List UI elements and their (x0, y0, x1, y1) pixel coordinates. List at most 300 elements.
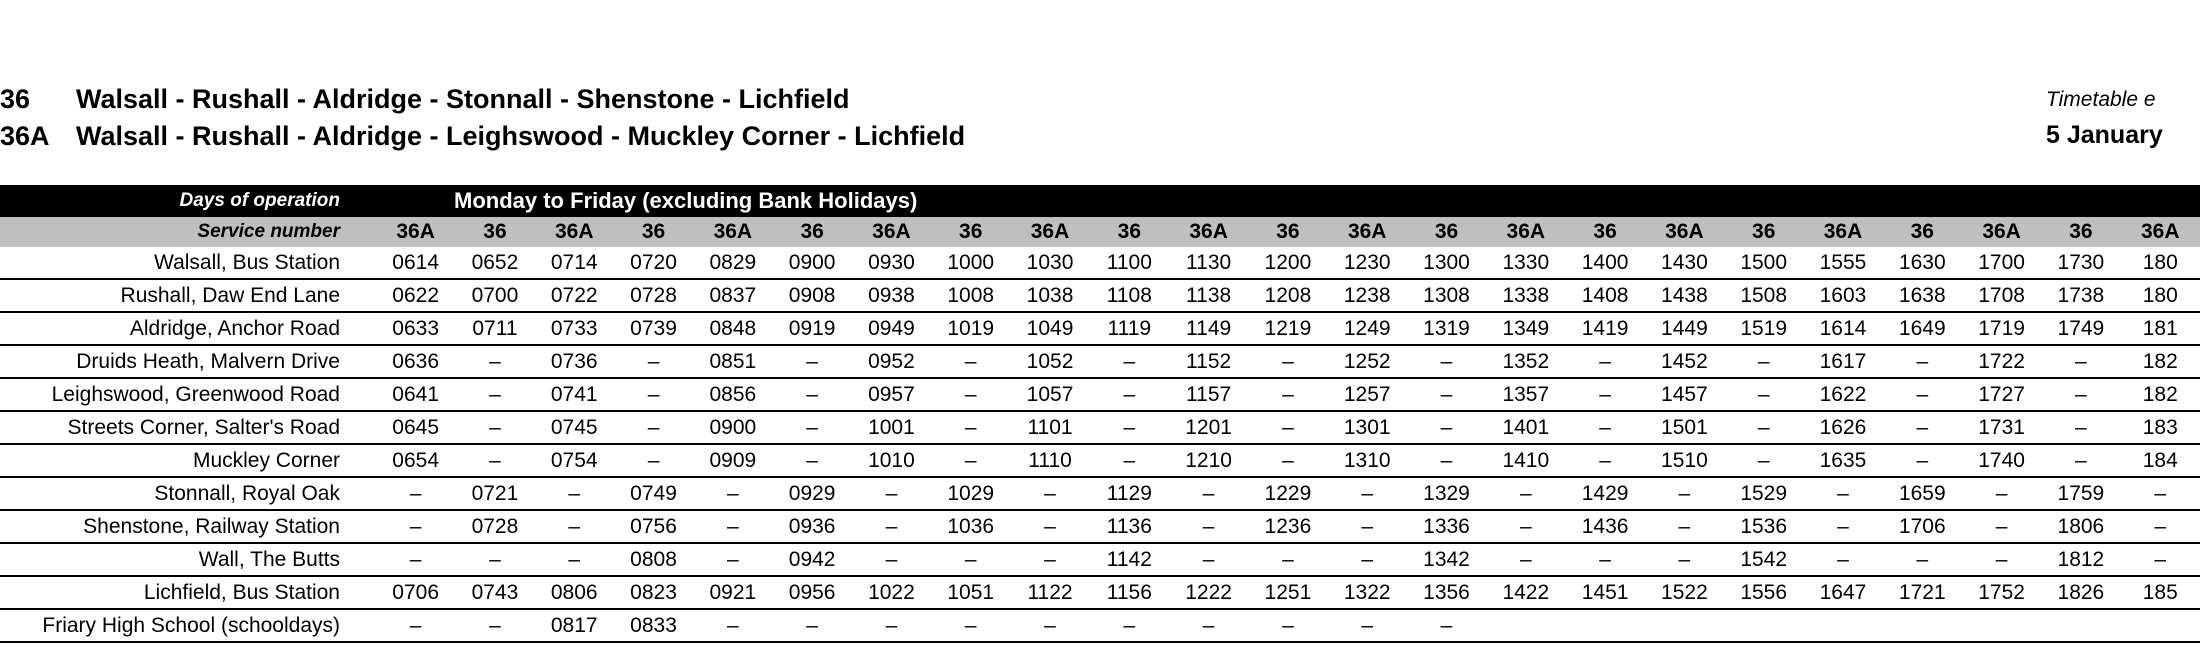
departure-time: – (535, 510, 614, 543)
departure-time: 1500 (1724, 247, 1803, 279)
departure-time: 1522 (1645, 576, 1724, 609)
departure-time: – (693, 477, 772, 510)
departure-time: 0908 (772, 279, 851, 312)
departure-time: – (1169, 477, 1248, 510)
service-number-cell: 36A (376, 217, 455, 247)
departure-time: 1401 (1486, 411, 1565, 444)
days-label: Days of operation (0, 185, 376, 217)
departure-time: – (1565, 444, 1644, 477)
departure-time: – (1486, 477, 1565, 510)
departure-time: – (772, 444, 851, 477)
stop-name: Shenstone, Railway Station (0, 510, 376, 543)
departure-time: – (1090, 444, 1169, 477)
stop-row (0, 345, 2200, 378)
departure-time: 1029 (931, 477, 1010, 510)
departure-time: – (1328, 609, 1407, 642)
service-number-cell: 36A (1328, 217, 1407, 247)
departure-time: 180 (2121, 247, 2200, 279)
departure-time (1803, 609, 1882, 642)
departure-time: – (931, 444, 1010, 477)
departure-time: 1152 (1169, 345, 1248, 378)
departure-time: 0720 (614, 247, 693, 279)
departure-time: 0721 (455, 477, 534, 510)
stop-name: Friary High School (schooldays) (0, 609, 376, 642)
stop-row (0, 576, 2200, 609)
departure-time: 1759 (2041, 477, 2120, 510)
departure-time: 185 (2121, 576, 2200, 609)
departure-time: 1638 (1883, 279, 1962, 312)
departure-time: 1030 (1010, 247, 1089, 279)
departure-time: 182 (2121, 378, 2200, 411)
departure-time: 1230 (1328, 247, 1407, 279)
departure-time: – (1407, 609, 1486, 642)
departure-time: 0823 (614, 576, 693, 609)
departure-time: 1617 (1803, 345, 1882, 378)
departure-time: 1257 (1328, 378, 1407, 411)
stop-name: Stonnall, Royal Oak (0, 477, 376, 510)
departure-time: 1310 (1328, 444, 1407, 477)
departure-time: 1101 (1010, 411, 1089, 444)
departure-time (1645, 609, 1724, 642)
departure-time: 0929 (772, 477, 851, 510)
departure-time: 1740 (1962, 444, 2041, 477)
departure-time: – (1565, 543, 1644, 576)
departure-time: 1229 (1248, 477, 1327, 510)
departure-time: – (1645, 543, 1724, 576)
departure-time: 1536 (1724, 510, 1803, 543)
route-line-36a (0, 121, 965, 152)
departure-time: 0921 (693, 576, 772, 609)
departure-time: – (1248, 444, 1327, 477)
departure-time: – (535, 477, 614, 510)
departure-time: – (2121, 543, 2200, 576)
departure-time: – (614, 444, 693, 477)
departure-time (1565, 609, 1644, 642)
departure-time: – (455, 345, 534, 378)
departure-time: – (852, 477, 931, 510)
departure-time: – (2041, 411, 2120, 444)
departure-time: 1730 (2041, 247, 2120, 279)
departure-time: – (772, 345, 851, 378)
departure-time: 181 (2121, 312, 2200, 345)
departure-time: – (376, 477, 455, 510)
departure-time: 1157 (1169, 378, 1248, 411)
stop-name: Lichfield, Bus Station (0, 576, 376, 609)
timetable-effective-date: 5 January (2046, 121, 2163, 149)
departure-time: 1051 (931, 576, 1010, 609)
departure-time: – (1328, 543, 1407, 576)
stop-row (0, 411, 2200, 444)
departure-time: 0714 (535, 247, 614, 279)
route-description: Walsall - Rushall - Aldridge - Leighswood - Muckley Corner - Lichfield (76, 121, 966, 151)
departure-time: – (1962, 543, 2041, 576)
departure-time: 1410 (1486, 444, 1565, 477)
departure-time: 1635 (1803, 444, 1882, 477)
departure-time: 0936 (772, 510, 851, 543)
departure-time: – (931, 609, 1010, 642)
departure-time: 1451 (1565, 576, 1644, 609)
departure-time: 0722 (535, 279, 614, 312)
departure-time: 1322 (1328, 576, 1407, 609)
departure-time: 0733 (535, 312, 614, 345)
service-number-cell: 36A (535, 217, 614, 247)
departure-time: – (455, 411, 534, 444)
route-line-36 (0, 84, 850, 115)
departure-time: 0743 (455, 576, 534, 609)
departure-time: – (1565, 345, 1644, 378)
departure-time (1962, 609, 2041, 642)
departure-time: – (852, 543, 931, 576)
departure-time: 1457 (1645, 378, 1724, 411)
departure-time: 0957 (852, 378, 931, 411)
stop-name: Streets Corner, Salter's Road (0, 411, 376, 444)
departure-time: 1336 (1407, 510, 1486, 543)
departure-time: – (1803, 510, 1882, 543)
stop-name: Leighswood, Greenwood Road (0, 378, 376, 411)
departure-time: 0645 (376, 411, 455, 444)
stop-name: Aldridge, Anchor Road (0, 312, 376, 345)
departure-time: 1626 (1803, 411, 1882, 444)
days-of-operation-row (0, 185, 2200, 217)
departure-time: 1129 (1090, 477, 1169, 510)
departure-time: 0745 (535, 411, 614, 444)
departure-time: – (455, 444, 534, 477)
service-number-cell: 36 (455, 217, 534, 247)
departure-time: 1338 (1486, 279, 1565, 312)
departure-time: 180 (2121, 279, 2200, 312)
departure-time: 0900 (693, 411, 772, 444)
service-number-cell: 36A (693, 217, 772, 247)
departure-time: 1812 (2041, 543, 2120, 576)
service-number-cell: 36A (1962, 217, 2041, 247)
departure-time: – (1883, 411, 1962, 444)
route-number: 36 (0, 84, 31, 114)
departure-time: 1038 (1010, 279, 1089, 312)
departure-time: – (1724, 345, 1803, 378)
departure-time: – (1407, 444, 1486, 477)
departure-time: 1542 (1724, 543, 1803, 576)
departure-time: 0641 (376, 378, 455, 411)
departure-time: – (455, 378, 534, 411)
departure-time: 1622 (1803, 378, 1882, 411)
service-number-cell: 36 (1248, 217, 1327, 247)
service-number-cell: 36 (772, 217, 851, 247)
departure-time: – (614, 411, 693, 444)
departure-time: 1430 (1645, 247, 1724, 279)
departure-time: 1251 (1248, 576, 1327, 609)
departure-time: 0829 (693, 247, 772, 279)
departure-time: – (1090, 378, 1169, 411)
departure-time: 1100 (1090, 247, 1169, 279)
departure-time: 1010 (852, 444, 931, 477)
departure-time: 0622 (376, 279, 455, 312)
departure-time: 0848 (693, 312, 772, 345)
departure-time: 0856 (693, 378, 772, 411)
departure-time: 0728 (455, 510, 534, 543)
departure-time: 1738 (2041, 279, 2120, 312)
departure-time: 1252 (1328, 345, 1407, 378)
departure-time: 1826 (2041, 576, 2120, 609)
departure-time: – (1010, 543, 1089, 576)
departure-time: 1349 (1486, 312, 1565, 345)
departure-time: 1752 (1962, 576, 2041, 609)
departure-time: 1614 (1803, 312, 1882, 345)
departure-time: – (1962, 510, 2041, 543)
departure-time: 1449 (1645, 312, 1724, 345)
departure-time: 0806 (535, 576, 614, 609)
departure-time: – (1486, 510, 1565, 543)
departure-time: – (1724, 444, 1803, 477)
departure-time: 1019 (931, 312, 1010, 345)
departure-time: 1249 (1328, 312, 1407, 345)
departure-time: – (1962, 477, 2041, 510)
route-number: 36A (0, 121, 50, 151)
departure-time: – (772, 609, 851, 642)
departure-time: 1238 (1328, 279, 1407, 312)
departure-time: 0636 (376, 345, 455, 378)
departure-time: – (1248, 609, 1327, 642)
departure-time: 1052 (1010, 345, 1089, 378)
service-number-cell: 36 (1565, 217, 1644, 247)
departure-time: 1301 (1328, 411, 1407, 444)
service-number-cell: 36 (614, 217, 693, 247)
departure-time: – (1645, 477, 1724, 510)
departure-time: 1122 (1010, 576, 1089, 609)
departure-time: 0706 (376, 576, 455, 609)
departure-time: – (1407, 411, 1486, 444)
departure-time: – (376, 510, 455, 543)
departure-time: 1022 (852, 576, 931, 609)
departure-time: 182 (2121, 345, 2200, 378)
departure-time: – (772, 411, 851, 444)
departure-time: 1357 (1486, 378, 1565, 411)
departure-time: 0633 (376, 312, 455, 345)
service-number-cell: 36A (1645, 217, 1724, 247)
service-number-cell: 36A (852, 217, 931, 247)
departure-time: 1142 (1090, 543, 1169, 576)
departure-time: – (1248, 411, 1327, 444)
departure-time: 1510 (1645, 444, 1724, 477)
departure-time: 1555 (1803, 247, 1882, 279)
departure-time: 0711 (455, 312, 534, 345)
departure-time: – (693, 510, 772, 543)
departure-time: – (1883, 378, 1962, 411)
stop-name: Rushall, Daw End Lane (0, 279, 376, 312)
service-number-cell: 36 (1090, 217, 1169, 247)
service-number-row (0, 217, 2200, 247)
departure-time: 1422 (1486, 576, 1565, 609)
timetable-effective-label: Timetable e (2046, 88, 2156, 111)
service-number-cell: 36 (1724, 217, 1803, 247)
departure-time: – (693, 609, 772, 642)
service-number-cell: 36 (931, 217, 1010, 247)
departure-time: 1001 (852, 411, 931, 444)
departure-time: 0756 (614, 510, 693, 543)
departure-time: 1329 (1407, 477, 1486, 510)
departure-time: – (614, 378, 693, 411)
departure-time: – (614, 345, 693, 378)
departure-time: 1706 (1883, 510, 1962, 543)
departure-time: 1519 (1724, 312, 1803, 345)
departure-time: – (1883, 543, 1962, 576)
departure-time: 0837 (693, 279, 772, 312)
stop-row (0, 510, 2200, 543)
departure-time: – (852, 609, 931, 642)
departure-time: 1438 (1645, 279, 1724, 312)
departure-time: 1136 (1090, 510, 1169, 543)
departure-time: – (931, 345, 1010, 378)
departure-time: 1156 (1090, 576, 1169, 609)
timetable (0, 185, 2200, 643)
departure-time: – (1328, 477, 1407, 510)
departure-time: 1201 (1169, 411, 1248, 444)
departure-time: 1400 (1565, 247, 1644, 279)
service-number-cell: 36A (1010, 217, 1089, 247)
stop-name: Muckley Corner (0, 444, 376, 477)
departure-time: 1236 (1248, 510, 1327, 543)
service-number-cell: 36 (1407, 217, 1486, 247)
departure-time: 1749 (2041, 312, 2120, 345)
departure-time: 0652 (455, 247, 534, 279)
departure-time: 1049 (1010, 312, 1089, 345)
departure-time: 0930 (852, 247, 931, 279)
days-value: Monday to Friday (excluding Bank Holidays) (376, 185, 2200, 217)
departure-time: 1419 (1565, 312, 1644, 345)
departure-time (1883, 609, 1962, 642)
departure-time: 1208 (1248, 279, 1327, 312)
departure-time: – (1724, 411, 1803, 444)
stop-row (0, 279, 2200, 312)
departure-time: 1719 (1962, 312, 2041, 345)
departure-time: – (1010, 609, 1089, 642)
departure-time: 0654 (376, 444, 455, 477)
timetable-body (0, 185, 2200, 642)
departure-time: 1000 (931, 247, 1010, 279)
departure-time: 0614 (376, 247, 455, 279)
departure-time: 0952 (852, 345, 931, 378)
departure-time: 1308 (1407, 279, 1486, 312)
departure-time: 0728 (614, 279, 693, 312)
departure-time: – (852, 510, 931, 543)
departure-time: – (455, 609, 534, 642)
service-label: Service number (0, 217, 376, 247)
stop-row (0, 378, 2200, 411)
departure-time: – (1724, 378, 1803, 411)
departure-time: – (931, 378, 1010, 411)
departure-time: – (535, 543, 614, 576)
departure-time: – (1883, 345, 1962, 378)
stop-row (0, 247, 2200, 279)
departure-time: – (2121, 510, 2200, 543)
departure-time: – (2041, 378, 2120, 411)
stop-row (0, 609, 2200, 642)
departure-time: 1222 (1169, 576, 1248, 609)
departure-time: 1649 (1883, 312, 1962, 345)
departure-time: 0833 (614, 609, 693, 642)
departure-time: 1529 (1724, 477, 1803, 510)
departure-time (2121, 609, 2200, 642)
departure-time: – (1803, 543, 1882, 576)
departure-time (1486, 609, 1565, 642)
departure-time: 1429 (1565, 477, 1644, 510)
departure-time: – (376, 543, 455, 576)
departure-time: 1556 (1724, 576, 1803, 609)
departure-time: 1722 (1962, 345, 2041, 378)
departure-time: 1501 (1645, 411, 1724, 444)
departure-time: 1108 (1090, 279, 1169, 312)
departure-time: – (1328, 510, 1407, 543)
departure-time: 1700 (1962, 247, 2041, 279)
departure-time: 1319 (1407, 312, 1486, 345)
departure-time: – (1803, 477, 1882, 510)
departure-time: 1330 (1486, 247, 1565, 279)
departure-time: – (1407, 378, 1486, 411)
departure-time (1724, 609, 1803, 642)
departure-time: – (1169, 543, 1248, 576)
departure-time: 1300 (1407, 247, 1486, 279)
departure-time: 1119 (1090, 312, 1169, 345)
departure-time: – (1010, 477, 1089, 510)
departure-time: 0741 (535, 378, 614, 411)
departure-time: 1342 (1407, 543, 1486, 576)
departure-time: – (1090, 609, 1169, 642)
departure-time: 1806 (2041, 510, 2120, 543)
departure-time: – (1248, 378, 1327, 411)
departure-time: 0754 (535, 444, 614, 477)
departure-time: 1200 (1248, 247, 1327, 279)
departure-time: 1727 (1962, 378, 2041, 411)
departure-time: 1659 (1883, 477, 1962, 510)
departure-time: – (1248, 543, 1327, 576)
departure-time: 1452 (1645, 345, 1724, 378)
departure-time: 1149 (1169, 312, 1248, 345)
departure-time: – (1090, 411, 1169, 444)
departure-time: – (1883, 444, 1962, 477)
departure-time: – (455, 543, 534, 576)
departure-time: 1630 (1883, 247, 1962, 279)
departure-time: – (693, 543, 772, 576)
departure-time: – (1565, 411, 1644, 444)
departure-time: – (1565, 378, 1644, 411)
departure-time: – (1169, 510, 1248, 543)
departure-time: 0739 (614, 312, 693, 345)
departure-time: – (1090, 345, 1169, 378)
departure-time: 1408 (1565, 279, 1644, 312)
service-number-cell: 36A (2121, 217, 2200, 247)
departure-time: 1352 (1486, 345, 1565, 378)
departure-time: 0956 (772, 576, 851, 609)
route-description: Walsall - Rushall - Aldridge - Stonnall - Shenstone - Lichfield (76, 84, 850, 114)
stop-name: Wall, The Butts (0, 543, 376, 576)
stop-name: Druids Heath, Malvern Drive (0, 345, 376, 378)
departure-time: 1036 (931, 510, 1010, 543)
departure-time: 0808 (614, 543, 693, 576)
departure-time: – (2041, 444, 2120, 477)
departure-time: – (376, 609, 455, 642)
departure-time: 0749 (614, 477, 693, 510)
departure-time: – (931, 543, 1010, 576)
departure-time: 1057 (1010, 378, 1089, 411)
departure-time: 0851 (693, 345, 772, 378)
departure-time: 1210 (1169, 444, 1248, 477)
departure-time: 184 (2121, 444, 2200, 477)
departure-time: 0949 (852, 312, 931, 345)
departure-time: 1356 (1407, 576, 1486, 609)
departure-time: 0909 (693, 444, 772, 477)
service-number-cell: 36 (2041, 217, 2120, 247)
departure-time: – (2121, 477, 2200, 510)
departure-time: 1110 (1010, 444, 1089, 477)
